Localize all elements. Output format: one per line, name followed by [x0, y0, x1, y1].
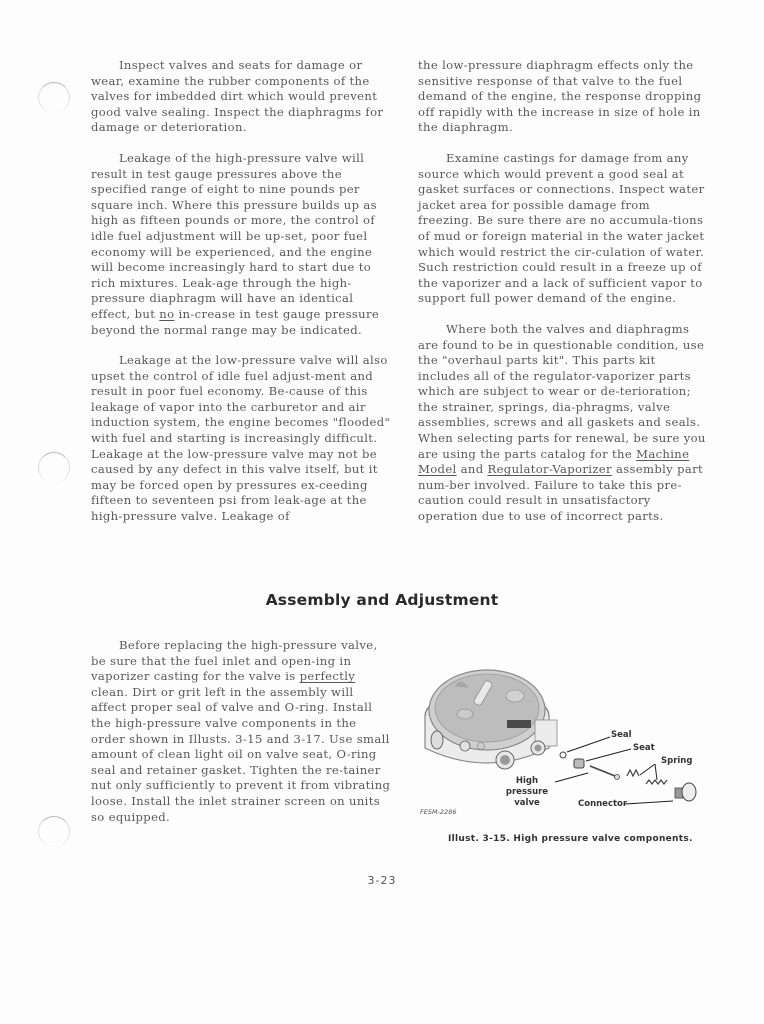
figure-caption: Illust. 3-15. High pressure valve components. [448, 834, 693, 844]
label-high-pressure-valve: High pressure valve [505, 776, 549, 808]
paragraph-text: Where both the valves and diaphragms are found to be in questionable condition, use the "overhaul parts kit". This parts kit includes all of the regulator-vaporizer parts which are subject to wear or de-terioration; the strainer, springs, dia-phragms, valve assemblies, screws and all gaskets and seals. When selecting parts for renewal, be sure you are using the parts catalog for the [418, 321, 706, 461]
label-connector: Connector [578, 799, 628, 809]
paragraph [91, 638, 391, 825]
punch-hole-mark [38, 82, 70, 113]
left-text-column [91, 58, 391, 540]
paragraph-text: assembly part num-ber involved. Failure to take this pre-caution could result in unsatisfactory operation due to use of incorrect parts. [418, 462, 704, 524]
section-heading: Assembly and Adjustment [265, 591, 499, 609]
emphasized-term: Machine Model [418, 446, 690, 477]
figure-id: FESM-2286 [420, 808, 457, 816]
emphasized-term: Regulator-Vaporizer [487, 462, 612, 477]
right-text-column [418, 58, 708, 540]
paragraph [418, 151, 708, 307]
emphasized-word: no [159, 306, 175, 321]
paragraph [418, 58, 708, 136]
paragraph [91, 151, 391, 338]
paragraph-text: Examine castings for damage from any source which would prevent a good seal at gasket surfaces or connections. Inspect water jacket area for possible damage from freezing. Be sure there are no accumula-tions of mud or foreign material in the water jacket which would restrict the cir-culation of water. Such restriction could result in a freeze up of the vaporizer and a lack of sufficient vapor to support full power demand of the engine. [418, 150, 705, 306]
paragraph-text: Before replacing the high-pressure valve, be sure that the fuel inlet and open-ing in vaporizer casting for the valve is [91, 638, 378, 684]
paragraph-text: Leakage at the low-pressure valve will also upset the control of idle fuel adjust-ment and result in poor fuel economy. Be-cause of this leakage of vapor into the carburetor and air induction system, the engine becomes "flooded" with fuel and starting is increasingly difficult. Leakage at the low-pressure valve may not be caused by any defect in this valve itself, but it may be forced open by pressures ex-ceeding fifteen to seventeen psi from leak-age at the high-pressure valve. Leakage of [91, 353, 391, 524]
label-seal: Seal [611, 730, 632, 740]
paragraph [91, 58, 391, 136]
emphasized-word: perfectly [299, 669, 356, 684]
paragraph-text: and [456, 462, 488, 477]
label-spring: Spring [661, 756, 693, 766]
paragraph [91, 353, 391, 525]
label-seat: Seat [633, 743, 655, 753]
assembly-text-column [91, 638, 391, 840]
punch-hole-mark [38, 816, 70, 847]
paragraph [418, 322, 708, 525]
page-number: 3-23 [367, 874, 397, 887]
paragraph-text: Inspect valves and seats for damage or wear, examine the rubber components of the valves for imbedded dirt which would prevent good valve sealing. Inspect the diaphragms for damage or deterioration. [91, 58, 384, 135]
valve-components-illustration [415, 636, 715, 856]
punch-hole-mark [38, 452, 70, 483]
paragraph-text: clean. Dirt or grit left in the assembly will affect proper seal of valve and O-ring. Install the high-pressure valve components in the order shown in Illusts. 3-15 and 3-17. Use small amount of clean light oil on valve seat, O-ring seal and retainer gasket. Tighten the re-tainer nut only sufficiently to prevent it from vibrating loose. Install the inlet strainer screen on units so equipped. [91, 684, 391, 824]
regulator-vaporizer-drawing [415, 636, 715, 836]
paragraph-text: Leakage of the high-pressure valve will result in test gauge pressures above the specified range of eight to nine pounds per square inch. Where this pressure builds up as high as fifteen pounds or more, the control of idle fuel adjustment will be up-set, poor fuel economy will be experienced, and the engine will become increasingly hard to start due to rich mixtures. Leak-age through the high-pressure diaphragm will have an identical effect, but [91, 150, 377, 321]
paragraph-text: in-crease in test gauge pressure beyond the normal range may be indicated. [91, 306, 380, 337]
paragraph-text: the low-pressure diaphragm effects only the sensitive response of that valve to the fuel demand of the engine, the response dropping off rapidly with the increase in size of hole in the diaphragm. [418, 58, 702, 135]
